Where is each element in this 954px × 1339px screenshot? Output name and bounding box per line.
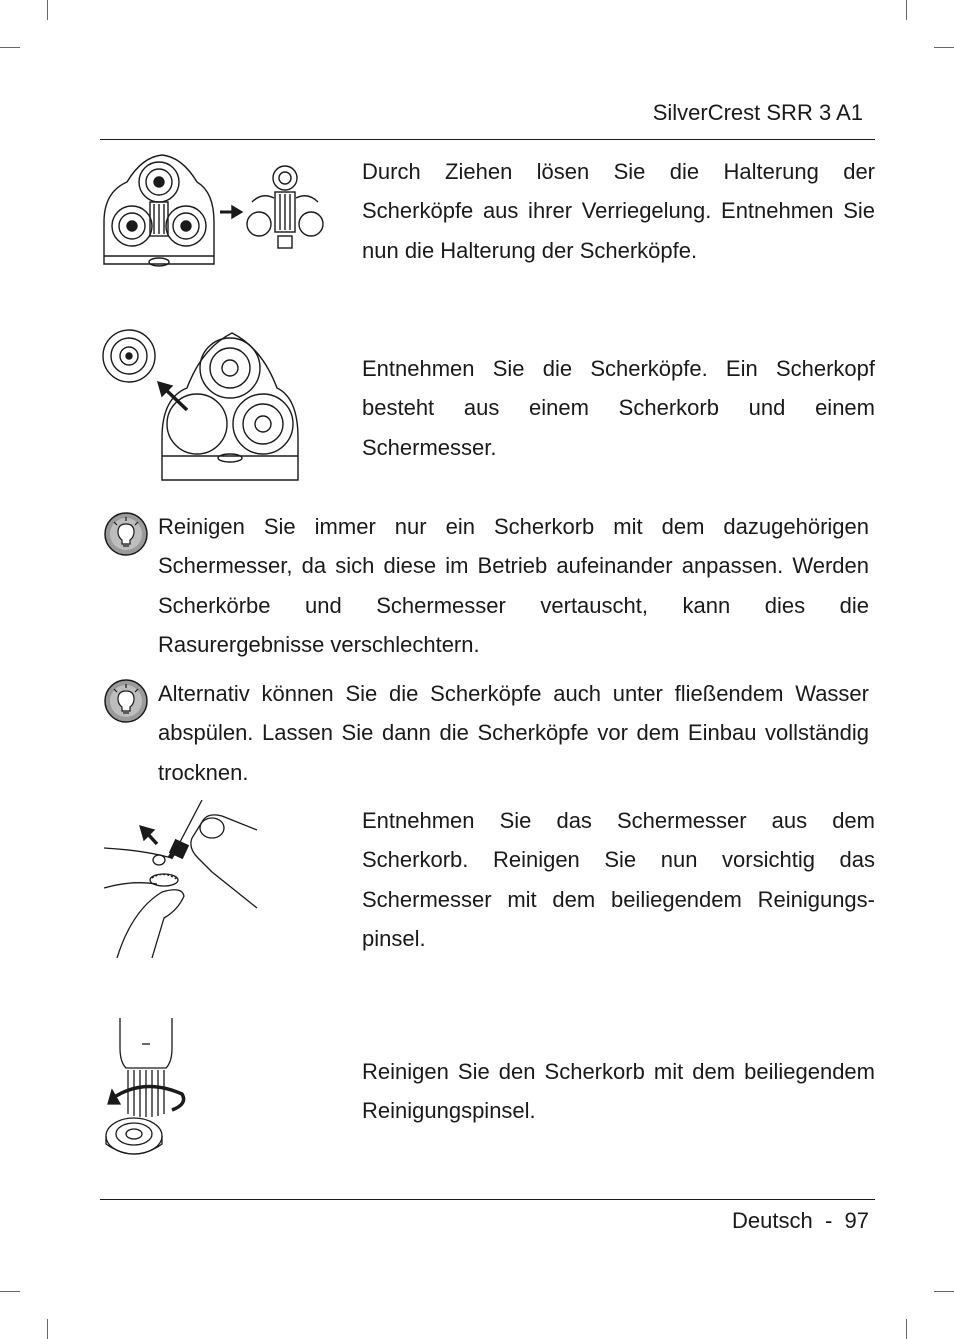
page-footer <box>732 1208 869 1234</box>
crop-mark-bottom-right-h <box>934 1291 954 1292</box>
step-1-text: Durch Ziehen lösen Sie die Halterung der Scherköpfe aus ihrer Verriegelung. Entnehmen Sie nun die Halterung der Scherköpfe. <box>362 159 875 263</box>
figure-clean-basket <box>102 1018 192 1163</box>
crop-mark-bottom-left-h <box>0 1291 20 1292</box>
figure-remove-heads <box>102 328 302 486</box>
crop-mark-bottom-left-v <box>47 1319 48 1339</box>
step-2-text: Entnehmen Sie die Scherköpfe. Ein Scherkopf besteht aus einem Scherkorb und einem Schermesser. <box>362 356 875 460</box>
figure-remove-holder <box>102 152 332 268</box>
crop-mark-top-right-h <box>934 47 954 48</box>
step-3-text: Entnehmen Sie das Schermesser aus dem Scherkorb. Reinigen Sie nun vorsichtig das Schermesser mit dem beiliegendem Reinigungs-pinsel. <box>362 808 875 951</box>
step-4-text: Reinigen Sie den Scherkorb mit dem beiliegendem Reinigungspinsel. <box>362 1059 875 1124</box>
header-title: SilverCrest SRR 3 A1 <box>652 100 863 125</box>
footer-language: Deutsch <box>732 1208 813 1233</box>
tip-1-text: Reinigen Sie immer nur ein Scherkorb mit dem dazugehörigen Schermesser, da sich diese im Betrieb aufeinander anpassen. Werden Scherkörbe und Schermesser vertauscht, kann dies die Rasurergebnisse verschlechtern. <box>158 514 869 657</box>
figure-clean-blade <box>102 800 262 958</box>
tip-2-text: Alternativ können Sie die Scherköpfe auch unter fließendem Wasser abspülen. Lassen Sie dann die Scherköpfe vor dem Einbau vollständig trocknen. <box>158 681 869 785</box>
lightbulb-icon <box>103 511 149 557</box>
header-rule <box>100 139 875 140</box>
footer-separator: - <box>824 1208 833 1233</box>
crop-mark-bottom-right-v <box>906 1319 907 1339</box>
footer-rule <box>100 1199 875 1200</box>
crop-mark-top-left-h <box>0 47 20 48</box>
crop-mark-top-right-v <box>906 0 907 20</box>
lightbulb-icon <box>103 678 149 724</box>
page-number: 97 <box>844 1208 869 1233</box>
crop-mark-top-left-v <box>47 0 48 20</box>
